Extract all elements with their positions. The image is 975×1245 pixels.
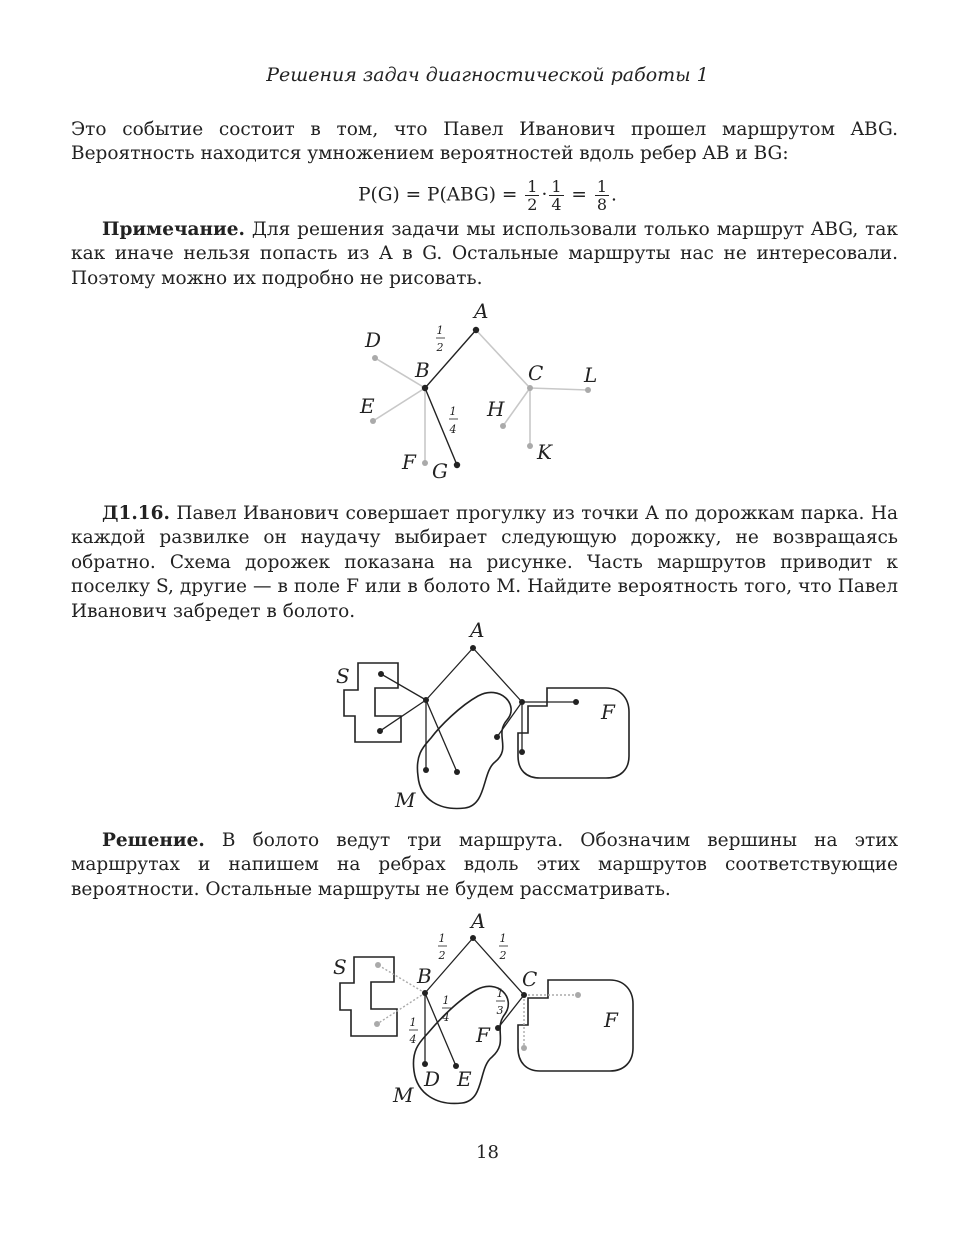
prob3-ac-den: 2 bbox=[499, 949, 507, 962]
label-d: D bbox=[365, 328, 382, 352]
label-c: C bbox=[528, 361, 544, 385]
label-m2: M bbox=[395, 788, 416, 812]
running-header: Решения задач диагностической работы 1 bbox=[266, 64, 709, 86]
label-k: K bbox=[537, 440, 552, 464]
formula-equals: = bbox=[571, 184, 587, 206]
prob-bg-den: 4 bbox=[449, 423, 457, 436]
label-f: F bbox=[402, 450, 416, 474]
label-c3: C bbox=[522, 967, 538, 991]
prob3-be-den: 4 bbox=[442, 1011, 450, 1024]
label-f-node3: F bbox=[476, 1023, 490, 1047]
label-d3: D bbox=[424, 1067, 441, 1091]
prob3-be-num: 1 bbox=[442, 994, 450, 1007]
probability-formula: P(G) = P(ABG) = $\frac{1}{2}$ · $\frac{1}{4}$ = $\frac{1}{8}$ . bbox=[358, 177, 617, 214]
prob3-cf-num: 1 bbox=[496, 987, 504, 1000]
label-e: E bbox=[360, 394, 375, 418]
label-h: H bbox=[487, 397, 505, 421]
label-m3: M bbox=[393, 1083, 414, 1107]
prob-ab-num: 1 bbox=[436, 324, 444, 337]
solution-label: Решение. bbox=[102, 830, 205, 851]
fraction-eighth: $\frac{1}{8}$ bbox=[596, 177, 607, 214]
prob3-bd-den: 4 bbox=[409, 1033, 417, 1046]
prob3-ab-num: 1 bbox=[438, 932, 446, 945]
label-g: G bbox=[432, 459, 448, 483]
label-f-field3: F bbox=[604, 1008, 618, 1032]
formula-dot: · bbox=[541, 184, 548, 206]
label-a2: A bbox=[470, 618, 485, 642]
problem-text: Павел Иванович совершает прогулку из точки A по дорожкам парка. На каждой развилке он наудачу выбирает следующую дорожку, не возвращаясь обратно. Схема дорожек показана на рисунке. Часть маршрутов приводит к поселку S, другие — в поле F или в болото M. Найдите вероятность того, что Павел Иванович забредет в болото. bbox=[71, 503, 898, 622]
label-s2: S bbox=[336, 664, 350, 688]
label-a: A bbox=[474, 299, 489, 323]
problem-label: Д1.16. bbox=[102, 503, 170, 524]
problem-paragraph bbox=[71, 502, 898, 624]
label-a3: A bbox=[471, 909, 486, 933]
paragraph-event: Это событие состоит в том, что Павел Иванович прошел маршрутом ABG. Вероятность находится умножением вероятностей вдоль ребер AB и BG: bbox=[71, 119, 898, 165]
prob3-ab-den: 2 bbox=[438, 949, 446, 962]
fraction-half: $\frac{1}{2}$ bbox=[527, 177, 538, 214]
note-label: Примечание. bbox=[102, 219, 245, 240]
prob-ab-den: 2 bbox=[436, 341, 444, 354]
label-f2: F bbox=[601, 700, 615, 724]
fraction-quarter: $\frac{1}{4}$ bbox=[551, 177, 562, 214]
prob3-ac-num: 1 bbox=[499, 932, 507, 945]
formula-lhs: P(G) = P(ABG) = bbox=[358, 184, 518, 206]
label-b3: B bbox=[417, 964, 432, 988]
solution-paragraph bbox=[71, 829, 898, 902]
label-b: B bbox=[415, 358, 430, 382]
page-number: 18 bbox=[476, 1142, 499, 1163]
solution-text: В болото ведут три маршрута. Обозначим вершины на этих маршрутах и напишем на ребрах вдоль этих маршрутов соответствующие вероятности. Остальные маршруты не будем рассматривать. bbox=[71, 830, 898, 900]
prob3-cf-den: 3 bbox=[496, 1004, 504, 1017]
label-s3: S bbox=[333, 955, 347, 979]
label-l: L bbox=[584, 363, 598, 387]
prob3-bd-num: 1 bbox=[409, 1016, 417, 1029]
label-e3: E bbox=[457, 1067, 472, 1091]
figure-tree-abg bbox=[340, 295, 640, 490]
figure-park-scheme bbox=[330, 615, 640, 815]
figure-solution-scheme bbox=[330, 905, 640, 1110]
note-text: Для решения задачи мы использовали только маршрут ABG, так как иначе нельзя попасть из A в G. Остальные маршруты нас не интересовали. Поэтому можно их подробно не рисовать. bbox=[71, 219, 898, 289]
note-paragraph bbox=[71, 218, 898, 291]
prob-bg-num: 1 bbox=[449, 405, 457, 418]
